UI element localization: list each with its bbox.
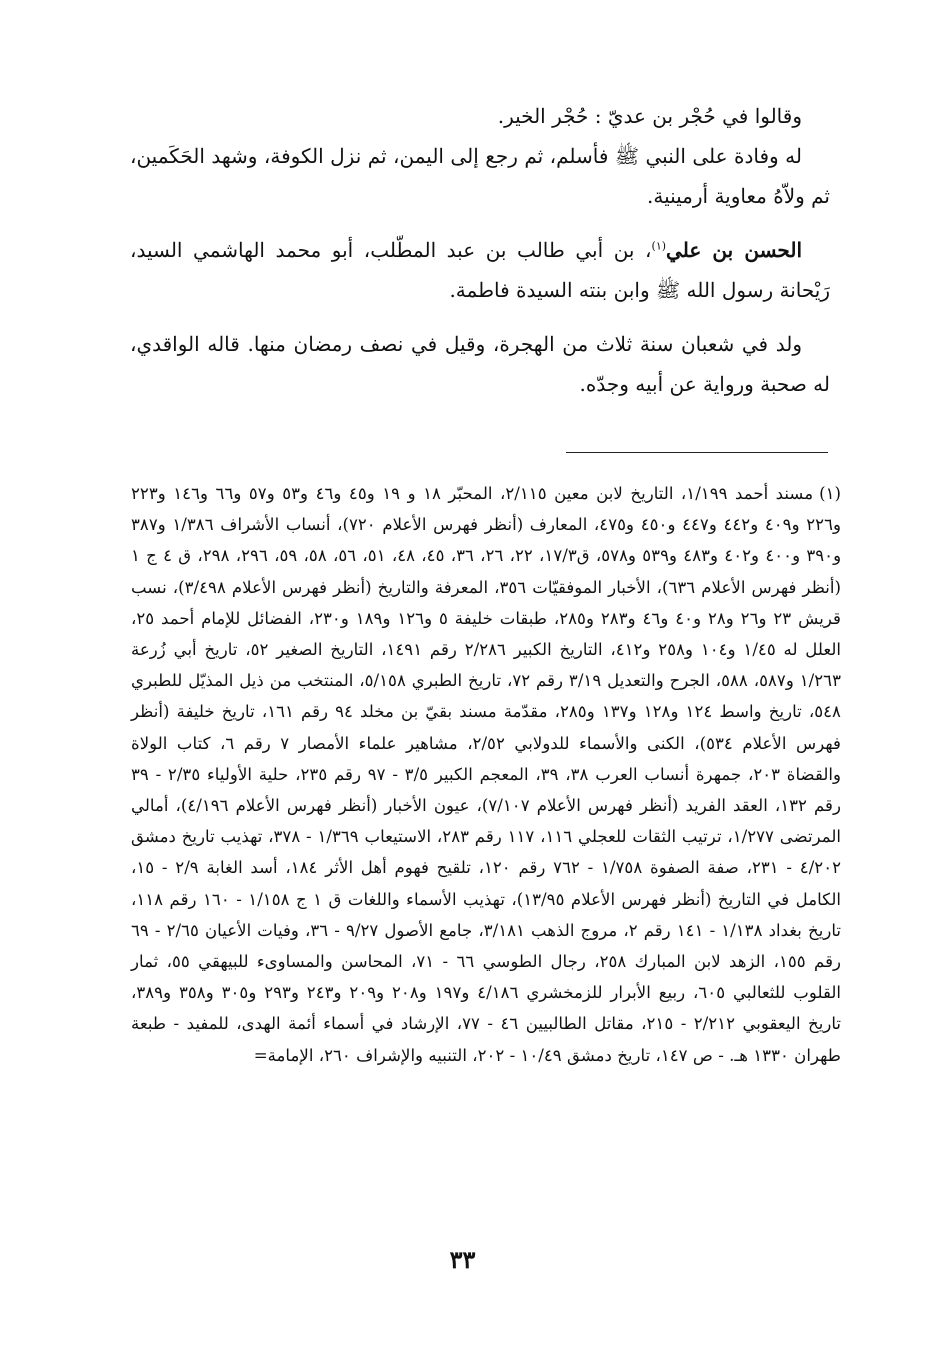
paragraph-birth — [130, 324, 830, 404]
page-number: ٣٣ — [449, 1245, 476, 1274]
paragraph-hasan — [130, 230, 830, 310]
paragraph-hujr-text: وقالوا في حُجْر بن عديّ : حُجْر الخير. — [497, 104, 802, 128]
paragraph-hujr-wafada-text: له وفادة على النبي ﷺ فأسلم، ثم رجع إلى اليمن، ثم نزل الكوفة، وشهد الحَكَمين، ثم ولاّهُ معاوية أرمينية. — [130, 144, 830, 208]
paragraph-hujr — [130, 96, 830, 136]
footnote-separator — [566, 452, 828, 453]
footnotes — [131, 478, 841, 1071]
paragraph-hasan-text: ، بن أبي طالب بن عبد المطّلب، أبو محمد الهاشمي السيد، رَيْحانة رسول الله ﷺ وابن بنته السيدة فاطمة. — [130, 238, 830, 302]
footnote-text: مسند أحمد ١/١٩٩، التاريخ لابن معين ٢/١١٥، المحبّر ١٨ و ١٩ و٤٥ و٤٦ و٥٣ و٥٧ و٦٦ و١٤٦ و٢٢٣ و٢٢٦ و٤٠٩ و٤٤٢ و٤٤٧ و٤٥٠ و٤٧٥، المعارف (أنظر فهرس الأعلام ٧٢٠)، أنساب الأشراف ١/٣٨٦ و٣٨٧ و٣٩٠ و٤٠٠ و٤٠٢ و٤٨٣ و٥٣٩ و٥٧٨، ق١٧/٣، ٢٢، ٢٦، ٣٦، ٤٥، ٤٨، ٥١، ٥٦، ٥٨، ٥٩، ٢٩٦، ٢٩٨، ق ٤ ج ١ (أنظر فهرس الأعلام ٦٣٦)، الأخبار الموفقيّات ٣٥٦، المعرفة والتاريخ (أنظر فهرس الأعلام ٣/٤٩٨)، نسب قريش ٢٣ و٢٦ و٢٨ و٤٠ و٤٦ و٢٨٣ و٢٨٥، طبقات خليفة ٥ و١٢٦ و١٨٩ و٢٣٠، الفضائل للإمام أحمد ٢٥، العلل له ١/٤٥ و١٠٤ و٢٥٨ و٤١٢، التاريخ الكبير ٢/٢٨٦ رقم ١٤٩١، التاريخ الصغير ٥٢، تاريخ أبي زُرعة ١/٢٦٣ و٥٨٧، ٥٨٨، الجرح والتعديل ٣/١٩ رقم ٧٢، تاريخ الطبري ٥/١٥٨، المنتخب من ذيل المذيّل للطبري ٥٤٨، تاريخ واسط ١٢٤ و١٢٨ و١٣٧ و٢٨٥، مقدّمة مسند بقيّ بن مخلد ٩٤ رقم ١٦١، تاريخ خليفة (أنظر فهرس الأعلام ٥٣٤)، الكنى والأسماء للدولابي ٢/٥٢، مشاهير علماء الأمصار ٧ رقم ٦، كتاب الولاة والقضاة ٢٠٣، جمهرة أنساب العرب ٣٨، ٣٩، المعجم الكبير ٣/٥ - ٩٧ رقم ٢٣٥، حلية الأولياء ٢/٣٥ - ٣٩ رقم ١٣٢، العقد الفريد (أنظر فهرس الأعلام ٧/١٠٧)، عيون الأخبار (أنظر فهرس الأعلام ٤/١٩٦)، أمالي المرتضى ١/٢٧٧، ترتيب الثقات للعجلي ١١٦، ١١٧ رقم ٢٨٣، الاستيعاب ١/٣٦٩ - ٣٧٨، تهذيب تاريخ دمشق ٤/٢٠٢ - ٢٣١، صفة الصفوة ١/٧٥٨ - ٧٦٢ رقم ١٢٠، تلقيح فهوم أهل الأثر ١٨٤، أسد الغابة ٢/٩ - ١٥، الكامل في التاريخ (أنظر فهرس الأعلام ١٣/٩٥)، تهذيب الأسماء واللغات ق ١ ج ١/١٥٨ - ١٦٠ رقم ١١٨، تاريخ بغداد ١/١٣٨ - ١٤١ رقم ٢، مروج الذهب ٣/١٨١، جامع الأصول ٩/٢٧ - ٣٦، وفيات الأعيان ٢/٦٥ - ٦٩ رقم ١٥٥، الزهد لابن المبارك ٢٥٨، رجال الطوسي ٦٦ - ٧١، المحاسن والمساوىء للبيهقي ٥٥، ثمار القلوب للثعالبي ٦٠٥، ربيع الأبرار للزمخشري ٤/١٨٦ و١٩٧ و٢٠٨ و٢٠٩ و٢٤٣ و٢٩٣ و٣٠٥ و٣٥٨ و٣٨٩، تاريخ اليعقوبي ٢/٢١٢ - ٢١٥، مقاتل الطالبيين ٤٦ - ٧٧، الإرشاد في أسماء أئمة الهدى، للمفيد - طبعة طهران ١٣٣٠ هـ. - ص ١٤٧، تاريخ دمشق ١٠/٤٩ - ٢٠٢، التنبيه والإشراف ٢٦٠، الإمامة= — [131, 484, 842, 1065]
main-text — [130, 96, 830, 404]
footnote-marker: (١) — [819, 484, 841, 503]
footnote-reference[interactable]: (١) — [651, 239, 667, 253]
paragraph-hujr-wafada — [130, 136, 830, 216]
paragraph-birth-text: ولد في شعبان سنة ثلاث من الهجرة، وقيل في نصف رمضان منها. قاله الواقدي، له صحبة ورواية عن أبيه وجدّه. — [130, 332, 830, 396]
entry-name-hasan: الحسن بن علي — [666, 238, 802, 262]
